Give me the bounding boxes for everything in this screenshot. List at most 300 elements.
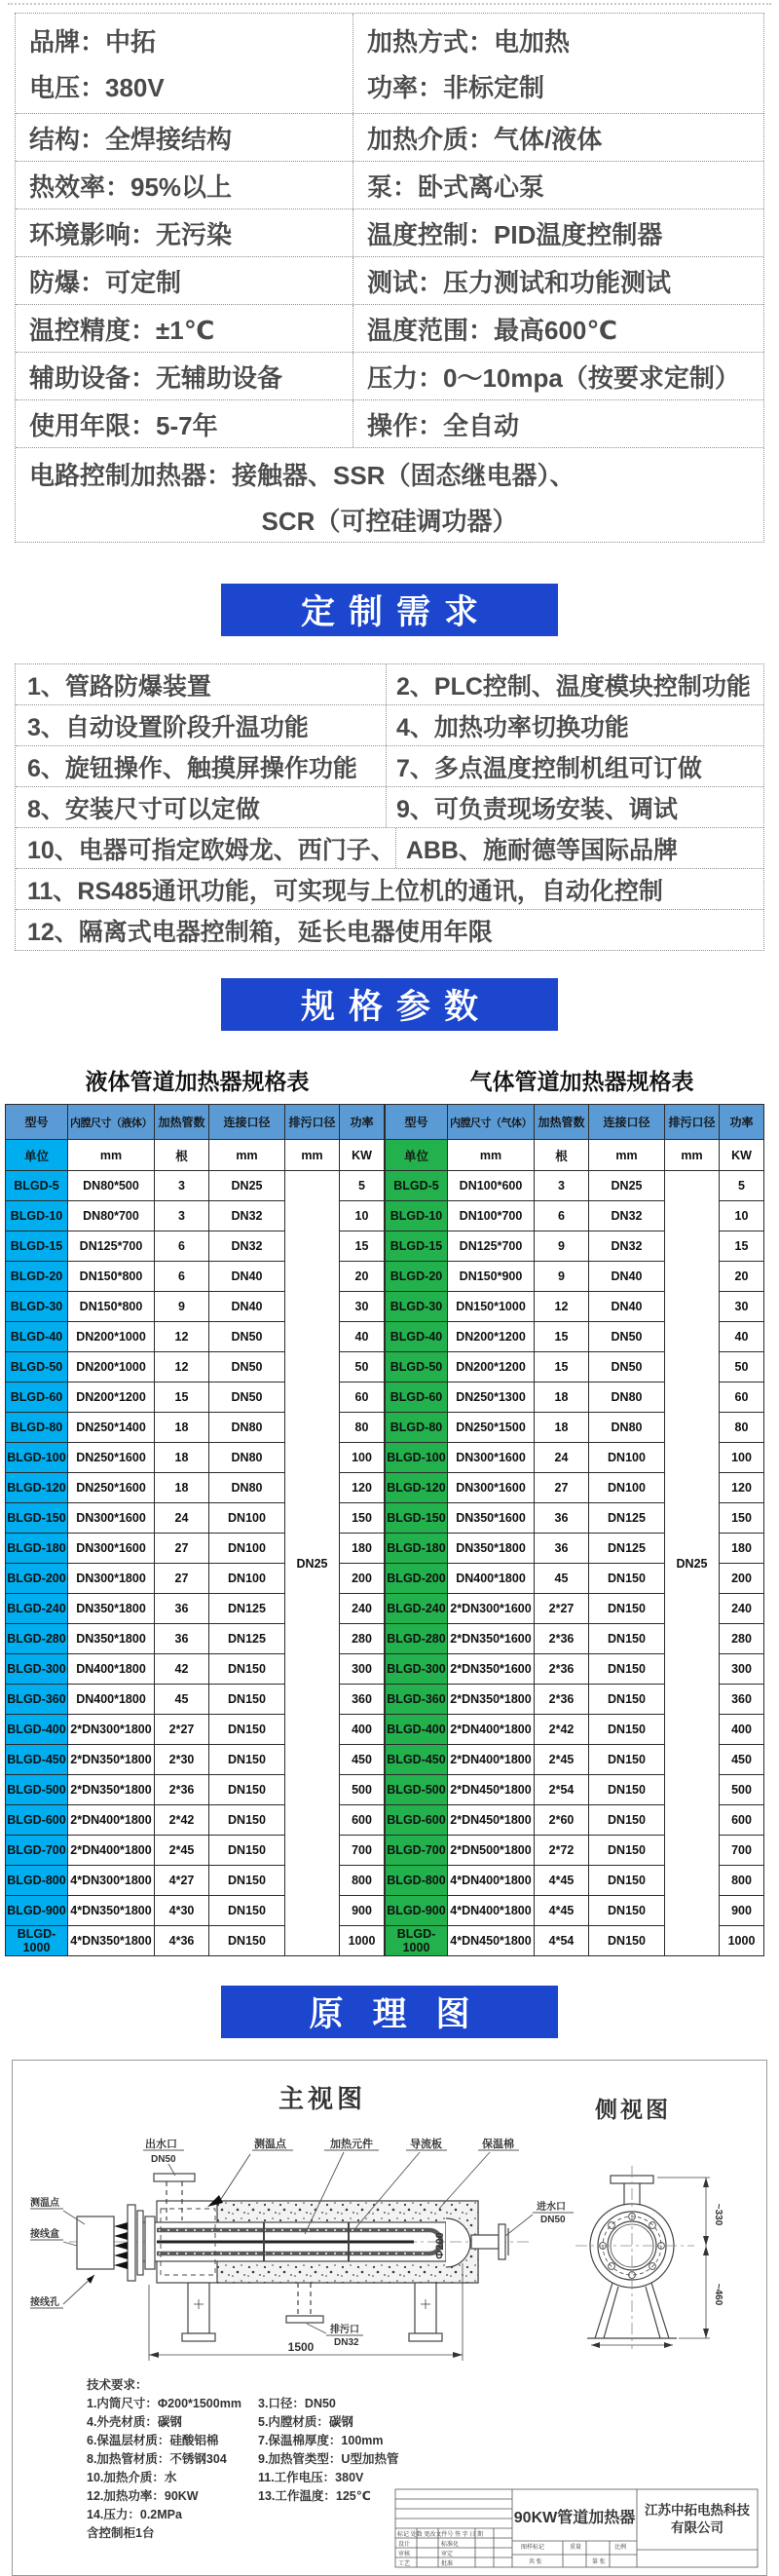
spec-data-cell: DN150*800	[68, 1262, 155, 1292]
spec-data-cell: DN50	[589, 1352, 665, 1383]
spec-data-cell: 120	[340, 1473, 385, 1503]
spec-data-cell: 6	[155, 1231, 209, 1262]
spec-data-cell: DN100	[589, 1443, 665, 1473]
cell-approve: 批准	[441, 2561, 454, 2567]
spec-data-cell: DN125*700	[68, 1231, 155, 1262]
spec-model-cell: BLGD-150	[386, 1503, 448, 1534]
spec-data-cell: 18	[155, 1473, 209, 1503]
spec-data-cell: DN150	[209, 1715, 285, 1745]
spec-data-cell: 18	[155, 1413, 209, 1443]
insulation-label: 保温棉	[482, 2139, 514, 2150]
spec-data-cell: 9	[155, 1292, 209, 1322]
spec-data-cell: 1000	[340, 1926, 385, 1956]
inlet-label: 进水口	[537, 2202, 566, 2213]
spec-data-cell: 2*42	[535, 1715, 589, 1745]
attr-text: 操作：全自动	[367, 410, 520, 440]
spec-data-cell: 27	[155, 1564, 209, 1594]
attr-text: 防爆：可定制	[29, 267, 182, 297]
spec-header-cell: 连接口径	[589, 1105, 665, 1140]
spec-model-cell: BLGD-800	[6, 1866, 68, 1896]
spec-model-cell: BLGD-100	[6, 1443, 68, 1473]
spec-data-cell: DN250*1500	[448, 1413, 535, 1443]
attr-text: 压力：0～10mpa（按要求定制）	[367, 362, 740, 393]
section-header-custom: 定制需求	[221, 584, 558, 636]
spec-data-cell: DN150	[589, 1866, 665, 1896]
spec-model-cell: BLGD-900	[6, 1896, 68, 1926]
spec-data-cell: 4*27	[155, 1866, 209, 1896]
spec-data-cell: 6	[155, 1262, 209, 1292]
spec-model-cell: BLGD-1000	[6, 1926, 68, 1956]
temp-point-left-label: 测温点	[30, 2198, 59, 2209]
spec-data-cell: DN125	[589, 1503, 665, 1534]
attr-text: 加热介质：气体/液体	[367, 124, 603, 154]
spec-data-cell: 6	[535, 1201, 589, 1231]
cell-weight: 重量	[570, 2545, 582, 2551]
spec-model-cell: BLGD-50	[6, 1352, 68, 1383]
spec-header-cell: 功率	[340, 1105, 385, 1140]
spec-data-cell: 300	[340, 1654, 385, 1685]
spec-unit-cell: 根	[535, 1140, 589, 1171]
spec-model-cell: BLGD-5	[386, 1171, 448, 1201]
attr-cell-right	[353, 14, 763, 113]
cell-craft: 工艺	[398, 2561, 411, 2567]
spec-data-cell: DN32	[589, 1201, 665, 1231]
spec-data-cell: 2*36	[155, 1775, 209, 1805]
spec-data-cell: 150	[340, 1503, 385, 1534]
spec-data-cell: 900	[720, 1896, 764, 1926]
spec-header-cell: 型号	[386, 1105, 448, 1140]
spec-data-cell: 900	[340, 1896, 385, 1926]
spec-model-cell: BLGD-700	[386, 1836, 448, 1866]
tech-line: 14.压力：0.2MPa	[87, 2508, 182, 2521]
spec-model-cell: BLGD-120	[6, 1473, 68, 1503]
spec-data-cell: 12	[155, 1352, 209, 1383]
attr-row	[16, 400, 763, 448]
spec-data-cell: 700	[340, 1836, 385, 1866]
tech-line: 含控制柜1台	[87, 2526, 155, 2540]
cell-sheet1: 共 张	[529, 2559, 542, 2565]
spec-data-cell: DN200*1000	[68, 1322, 155, 1352]
spec-data-cell: 4*54	[535, 1926, 589, 1956]
spec-data-cell: 18	[535, 1383, 589, 1413]
tech-line: 7.保温棉厚度：100mm	[258, 2434, 384, 2447]
attr-cell-left	[16, 14, 353, 113]
spec-model-cell: BLGD-280	[386, 1624, 448, 1654]
spec-data-cell: DN125	[209, 1594, 285, 1624]
spec-data-cell: 2*27	[155, 1715, 209, 1745]
spec-data-cell: 2*DN300*1600	[448, 1594, 535, 1624]
needs-cell-left: 8、安装尺寸可以定做	[16, 787, 387, 827]
spec-data-cell: 18	[535, 1413, 589, 1443]
spec-data-cell: 12	[155, 1322, 209, 1352]
spec-data-cell: DN200*1200	[448, 1352, 535, 1383]
needs-row	[16, 869, 763, 910]
spec-model-cell: BLGD-20	[386, 1262, 448, 1292]
spec-data-cell: 45	[535, 1564, 589, 1594]
attr-row	[16, 209, 763, 257]
drain-dn-label: DN32	[334, 2337, 359, 2348]
tech-requirements	[86, 2377, 399, 2540]
spec-unit-cell: 根	[155, 1140, 209, 1171]
spec-data-cell: 4*DN400*1800	[448, 1866, 535, 1896]
spec-data-cell: DN150	[589, 1594, 665, 1624]
spec-data-cell: DN250*1400	[68, 1413, 155, 1443]
spec-data-cell: 15	[535, 1322, 589, 1352]
needs-row	[16, 828, 763, 869]
spec-data-cell: DN350*1800	[448, 1534, 535, 1564]
tech-line: 1.内筒尺寸：Φ200*1500mm	[87, 2397, 241, 2410]
spec-model-cell: BLGD-60	[6, 1383, 68, 1413]
attr-cell-right	[353, 162, 763, 208]
side-view-title: 侧视图	[595, 2097, 671, 2122]
spec-header-cell: 内膛尺寸（气体）	[448, 1105, 535, 1140]
spec-data-cell: DN150*1000	[448, 1292, 535, 1322]
spec-data-cell: 240	[340, 1594, 385, 1624]
spec-data-cell: 15	[720, 1231, 764, 1262]
spec-model-cell: BLGD-500	[6, 1775, 68, 1805]
spec-data-cell: 4*DN300*1800	[68, 1866, 155, 1896]
spec-model-cell: BLGD-30	[386, 1292, 448, 1322]
tech-line: 技术要求：	[87, 2378, 148, 2392]
spec-data-cell: DN150	[589, 1836, 665, 1866]
spec-header-cell: 排污口径	[665, 1105, 720, 1140]
spec-unit-row	[386, 1140, 764, 1171]
spec-data-cell: 9	[535, 1231, 589, 1262]
spec-data-cell: 2*36	[535, 1624, 589, 1654]
spec-data-cell: DN250*1600	[68, 1473, 155, 1503]
spec-data-cell: 18	[155, 1443, 209, 1473]
spec-data-cell: 2*DN450*1800	[448, 1805, 535, 1836]
attr-text: 测试：压力测试和功能测试	[367, 267, 672, 297]
spec-data-cell: DN150	[589, 1896, 665, 1926]
spec-model-cell: BLGD-180	[386, 1534, 448, 1564]
spec-data-cell: 60	[720, 1383, 764, 1413]
spec-data-cell: 2*DN400*1800	[448, 1715, 535, 1745]
spec-data-cell: 3	[155, 1201, 209, 1231]
junction-box-label: 接线盒	[30, 2229, 59, 2240]
principle-diagram	[12, 2060, 767, 2576]
spec-data-cell: 200	[340, 1564, 385, 1594]
title-block-company-1: 江苏中拓电热科技	[645, 2503, 750, 2518]
attr-cell-left	[16, 305, 353, 352]
spec-data-cell: 5	[340, 1171, 385, 1201]
spec-data-cell: 360	[340, 1685, 385, 1715]
spec-data-cell: DN40	[589, 1292, 665, 1322]
spec-data-cell: 1000	[720, 1926, 764, 1956]
spec-table-titles	[5, 1064, 774, 1096]
spec-data-cell: DN80*500	[68, 1171, 155, 1201]
spec-data-cell: DN40	[209, 1292, 285, 1322]
spec-model-cell: BLGD-40	[6, 1322, 68, 1352]
spec-data-cell: 60	[340, 1383, 385, 1413]
spec-data-cell: DN150	[589, 1624, 665, 1654]
spec-model-cell: BLGD-450	[6, 1745, 68, 1775]
spec-data-cell: DN150	[589, 1654, 665, 1685]
spec-data-cell: DN150	[589, 1745, 665, 1775]
spec-model-cell: BLGD-700	[6, 1836, 68, 1866]
attr-cell-left	[16, 257, 353, 304]
needs-cell-right: 2、PLC控制、温度模块控制功能	[396, 672, 751, 701]
spec-data-cell: 2*DN400*1800	[448, 1745, 535, 1775]
spec-data-cell: 700	[720, 1836, 764, 1866]
spec-data-cell: DN25	[589, 1171, 665, 1201]
spec-data-cell: DN150	[589, 1775, 665, 1805]
baffle-label: 导流板	[410, 2139, 442, 2150]
spec-data-cell: DN25	[209, 1171, 285, 1201]
needs-row	[16, 664, 763, 705]
spec-data-cell: 2*DN300*1800	[68, 1715, 155, 1745]
spec-header-cell: 加热管数	[535, 1105, 589, 1140]
spec-data-cell: 42	[155, 1654, 209, 1685]
spec-data-cell: DN150	[209, 1775, 285, 1805]
spec-data-cell: 4*30	[155, 1896, 209, 1926]
spec-data-cell: 500	[720, 1775, 764, 1805]
spec-data-cell: 15	[535, 1352, 589, 1383]
cell-std: 标准化	[441, 2542, 460, 2548]
spec-data-cell: DN80	[589, 1383, 665, 1413]
spec-data-cell: DN32	[209, 1231, 285, 1262]
attr-cell-left	[16, 114, 353, 161]
attr-cell-right	[353, 305, 763, 352]
spec-data-cell: DN150	[209, 1836, 285, 1866]
spec-model-cell: BLGD-400	[6, 1715, 68, 1745]
spec-data-cell: 150	[720, 1503, 764, 1534]
spec-header-cell: 功率	[720, 1105, 764, 1140]
spec-data-cell: DN125*700	[448, 1231, 535, 1262]
spec-data-cell: 450	[720, 1745, 764, 1775]
spec-data-cell: DN40	[209, 1262, 285, 1292]
title-block-product: 90KW管道加热器	[513, 2510, 636, 2526]
spec-data-cell: DN100*600	[448, 1171, 535, 1201]
attr-text: 热效率：95%以上	[29, 171, 233, 202]
section-header-principle: 原理图	[221, 1986, 558, 2038]
spec-header-row	[6, 1105, 385, 1140]
needs-row	[16, 910, 763, 950]
spec-header-cell: 型号	[6, 1105, 68, 1140]
spec-data-cell: DN200*1000	[68, 1352, 155, 1383]
spec-data-cell: 2*54	[535, 1775, 589, 1805]
spec-unit-cell: mm	[68, 1140, 155, 1171]
spec-data-cell: 40	[340, 1322, 385, 1352]
outlet-dn-label: DN50	[151, 2154, 176, 2165]
spec-data-cell: 2*36	[535, 1685, 589, 1715]
spec-data-cell: 100	[720, 1443, 764, 1473]
spec-data-cell: 2*DN350*1600	[448, 1624, 535, 1654]
attr-cell-left	[16, 209, 353, 256]
needs-cell-right: 4、加热功率切换功能	[396, 713, 629, 741]
spec-data-cell: DN80	[209, 1473, 285, 1503]
spec-model-cell: BLGD-5	[6, 1171, 68, 1201]
needs-row	[16, 787, 763, 828]
spec-model-cell: BLGD-200	[6, 1564, 68, 1594]
tech-line: 3.口径：DN50	[258, 2397, 336, 2410]
spec-data-cell: 360	[720, 1685, 764, 1715]
tech-line: 11.工作电压：380V	[258, 2471, 364, 2484]
spec-data-cell: 50	[340, 1352, 385, 1383]
spec-drain-merged-cell: DN25	[285, 1171, 340, 1956]
spec-model-cell: BLGD-30	[6, 1292, 68, 1322]
spec-data-cell: 2*42	[155, 1805, 209, 1836]
spec-data-cell: 3	[535, 1171, 589, 1201]
spec-data-cell: DN80	[589, 1413, 665, 1443]
tech-line: 8.加热管材质：不锈钢304	[87, 2452, 227, 2466]
spec-data-cell: 24	[155, 1503, 209, 1534]
spec-data-cell: DN400*1800	[68, 1685, 155, 1715]
title-block-row-labels: 标记 处数 更改文件号 签 字 日 期	[397, 2532, 484, 2538]
spec-data-cell: 80	[720, 1413, 764, 1443]
spec-model-cell: BLGD-40	[386, 1322, 448, 1352]
cell-mark: 图样标记	[521, 2545, 545, 2551]
needs-cell-right: 7、多点温度控制机组可订做	[396, 754, 702, 782]
spec-data-cell: 2*DN350*1800	[448, 1685, 535, 1715]
attr-cell-right	[353, 400, 763, 447]
spec-data-cell: 2*DN450*1800	[448, 1775, 535, 1805]
spec-data-cell: 450	[340, 1745, 385, 1775]
wiring-hole-label: 接线孔	[30, 2297, 59, 2308]
spec-data-cell: 36	[155, 1624, 209, 1654]
spec-header-cell: 加热管数	[155, 1105, 209, 1140]
spec-data-cell: 180	[720, 1534, 764, 1564]
attr-row	[16, 162, 763, 209]
spec-data-cell: DN80*700	[68, 1201, 155, 1231]
spec-data-cell: 50	[720, 1352, 764, 1383]
spec-data-cell: DN80	[209, 1443, 285, 1473]
spec-data-cell: DN50	[209, 1322, 285, 1352]
spec-model-cell: BLGD-500	[386, 1775, 448, 1805]
spec-data-cell: 2*DN350*1600	[448, 1654, 535, 1685]
spec-data-cell: 500	[340, 1775, 385, 1805]
spec-unit-row	[6, 1140, 385, 1171]
attr-text: SCR（可控硅调功器）	[261, 507, 518, 536]
spec-model-cell: BLGD-80	[386, 1413, 448, 1443]
spec-data-cell: 100	[340, 1443, 385, 1473]
attr-text: 辅助设备：无辅助设备	[29, 362, 283, 393]
tech-line: 12.加热功率：90KW	[87, 2489, 199, 2503]
tech-line: 9.加热管类型：U型加热管	[258, 2452, 399, 2466]
spec-data-cell: 200	[720, 1564, 764, 1594]
spec-data-cell: 2*DN350*1800	[68, 1745, 155, 1775]
tech-line: 10.加热介质：水	[87, 2471, 177, 2484]
spec-model-cell: BLGD-400	[386, 1715, 448, 1745]
spec-data-cell: DN250*1300	[448, 1383, 535, 1413]
spec-data-cell: DN300*1600	[68, 1534, 155, 1564]
spec-header-cell: 排污口径	[285, 1105, 340, 1140]
spec-data-cell: 9	[535, 1262, 589, 1292]
spec-data-cell: DN125	[589, 1534, 665, 1564]
spec-data-row	[386, 1171, 764, 1201]
spec-data-cell: DN150	[209, 1926, 285, 1956]
spec-data-cell: 4*36	[155, 1926, 209, 1956]
spec-model-cell: BLGD-120	[386, 1473, 448, 1503]
cell-check: 审核	[398, 2552, 411, 2557]
attr-row-full	[16, 448, 763, 542]
spec-data-cell: 2*30	[155, 1745, 209, 1775]
needs-cell-left: 3、自动设置阶段升温功能	[16, 705, 387, 745]
spec-data-cell: DN150	[209, 1866, 285, 1896]
spec-model-cell: BLGD-240	[386, 1594, 448, 1624]
spec-data-cell: 2*DN400*1800	[68, 1805, 155, 1836]
tech-line: 4.外壳材质：碳钢	[87, 2415, 182, 2429]
spec-drain-merged-cell: DN25	[665, 1171, 720, 1956]
spec-data-cell: 27	[155, 1534, 209, 1564]
attr-row	[16, 14, 763, 114]
spec-data-cell: 2*27	[535, 1594, 589, 1624]
attr-text: 加热方式：电加热	[367, 27, 571, 57]
needs-cell-right: 9、可负责现场安装、调试	[396, 795, 678, 823]
spec-data-cell: 80	[340, 1413, 385, 1443]
spec-model-cell: BLGD-10	[386, 1201, 448, 1231]
spec-data-cell: DN125	[209, 1624, 285, 1654]
spec-model-cell: BLGD-600	[6, 1805, 68, 1836]
spec-model-cell: BLGD-100	[386, 1443, 448, 1473]
spec-data-cell: DN150	[209, 1805, 285, 1836]
attr-row	[16, 257, 763, 305]
spec-data-cell: DN150*900	[448, 1262, 535, 1292]
spec-unit-cell: mm	[285, 1140, 340, 1171]
spec-data-cell: 2*DN400*1800	[68, 1836, 155, 1866]
spec-model-cell: BLGD-150	[6, 1503, 68, 1534]
spec-data-cell: 40	[720, 1322, 764, 1352]
heating-element-label: 加热元件	[330, 2139, 373, 2150]
spec-data-row	[6, 1171, 385, 1201]
needs-cell-left: 6、旋钮操作、触摸屏操作功能	[16, 746, 387, 786]
spec-model-cell: BLGD-50	[386, 1352, 448, 1383]
attr-text: 电压：380V	[29, 72, 165, 102]
spec-data-cell: 280	[720, 1624, 764, 1654]
spec-unit-cell: mm	[589, 1140, 665, 1171]
spec-data-cell: DN100	[209, 1534, 285, 1564]
spec-data-cell: 600	[340, 1805, 385, 1836]
spec-model-cell: BLGD-800	[386, 1866, 448, 1896]
spec-data-cell: DN300*1600	[448, 1443, 535, 1473]
needs-row	[16, 746, 763, 787]
spec-model-cell: BLGD-240	[6, 1594, 68, 1624]
spec-data-cell: DN150	[209, 1685, 285, 1715]
attr-text: 泵：卧式离心泵	[367, 171, 545, 202]
technical-drawing	[13, 2061, 764, 2570]
attr-cell-left	[16, 353, 353, 399]
liquid-table-title: 液体管道加热器规格表	[85, 1069, 310, 1094]
needs-cell-full: 12、隔离式电器控制箱，延长电器使用年限	[27, 918, 493, 946]
spec-model-cell: BLGD-15	[6, 1231, 68, 1262]
diameter-label: Φ200	[434, 2232, 446, 2259]
spec-unit-cell: mm	[665, 1140, 720, 1171]
tech-line: 5.内膛材质：碳钢	[258, 2415, 353, 2429]
spec-data-cell: 400	[720, 1715, 764, 1745]
attr-text: 电路控制加热器：接触器、SSR（固态继电器）、	[29, 461, 575, 490]
side-dim-top-label: ~330	[713, 2203, 723, 2226]
spec-data-cell: DN250*1600	[68, 1443, 155, 1473]
spec-data-cell: 10	[340, 1201, 385, 1231]
spec-data-cell: 30	[720, 1292, 764, 1322]
spec-data-cell: 280	[340, 1624, 385, 1654]
spec-data-cell: 4*DN350*1800	[68, 1926, 155, 1956]
spec-data-cell: DN100	[589, 1473, 665, 1503]
spec-data-cell: 2*45	[155, 1836, 209, 1866]
spec-data-cell: 800	[340, 1866, 385, 1896]
spec-model-cell: BLGD-600	[386, 1805, 448, 1836]
spec-data-cell: 2*60	[535, 1805, 589, 1836]
spec-data-cell: 20	[720, 1262, 764, 1292]
spec-data-cell: 4*DN450*1800	[448, 1926, 535, 1956]
spec-model-cell: BLGD-80	[6, 1413, 68, 1443]
spec-data-cell: 15	[340, 1231, 385, 1262]
spec-data-cell: 180	[340, 1534, 385, 1564]
spec-data-cell: 4*45	[535, 1896, 589, 1926]
title-block-company-2: 有限公司	[671, 2520, 723, 2535]
spec-data-cell: DN200*1200	[448, 1322, 535, 1352]
side-dim-bottom-label: ~460	[713, 2283, 723, 2306]
